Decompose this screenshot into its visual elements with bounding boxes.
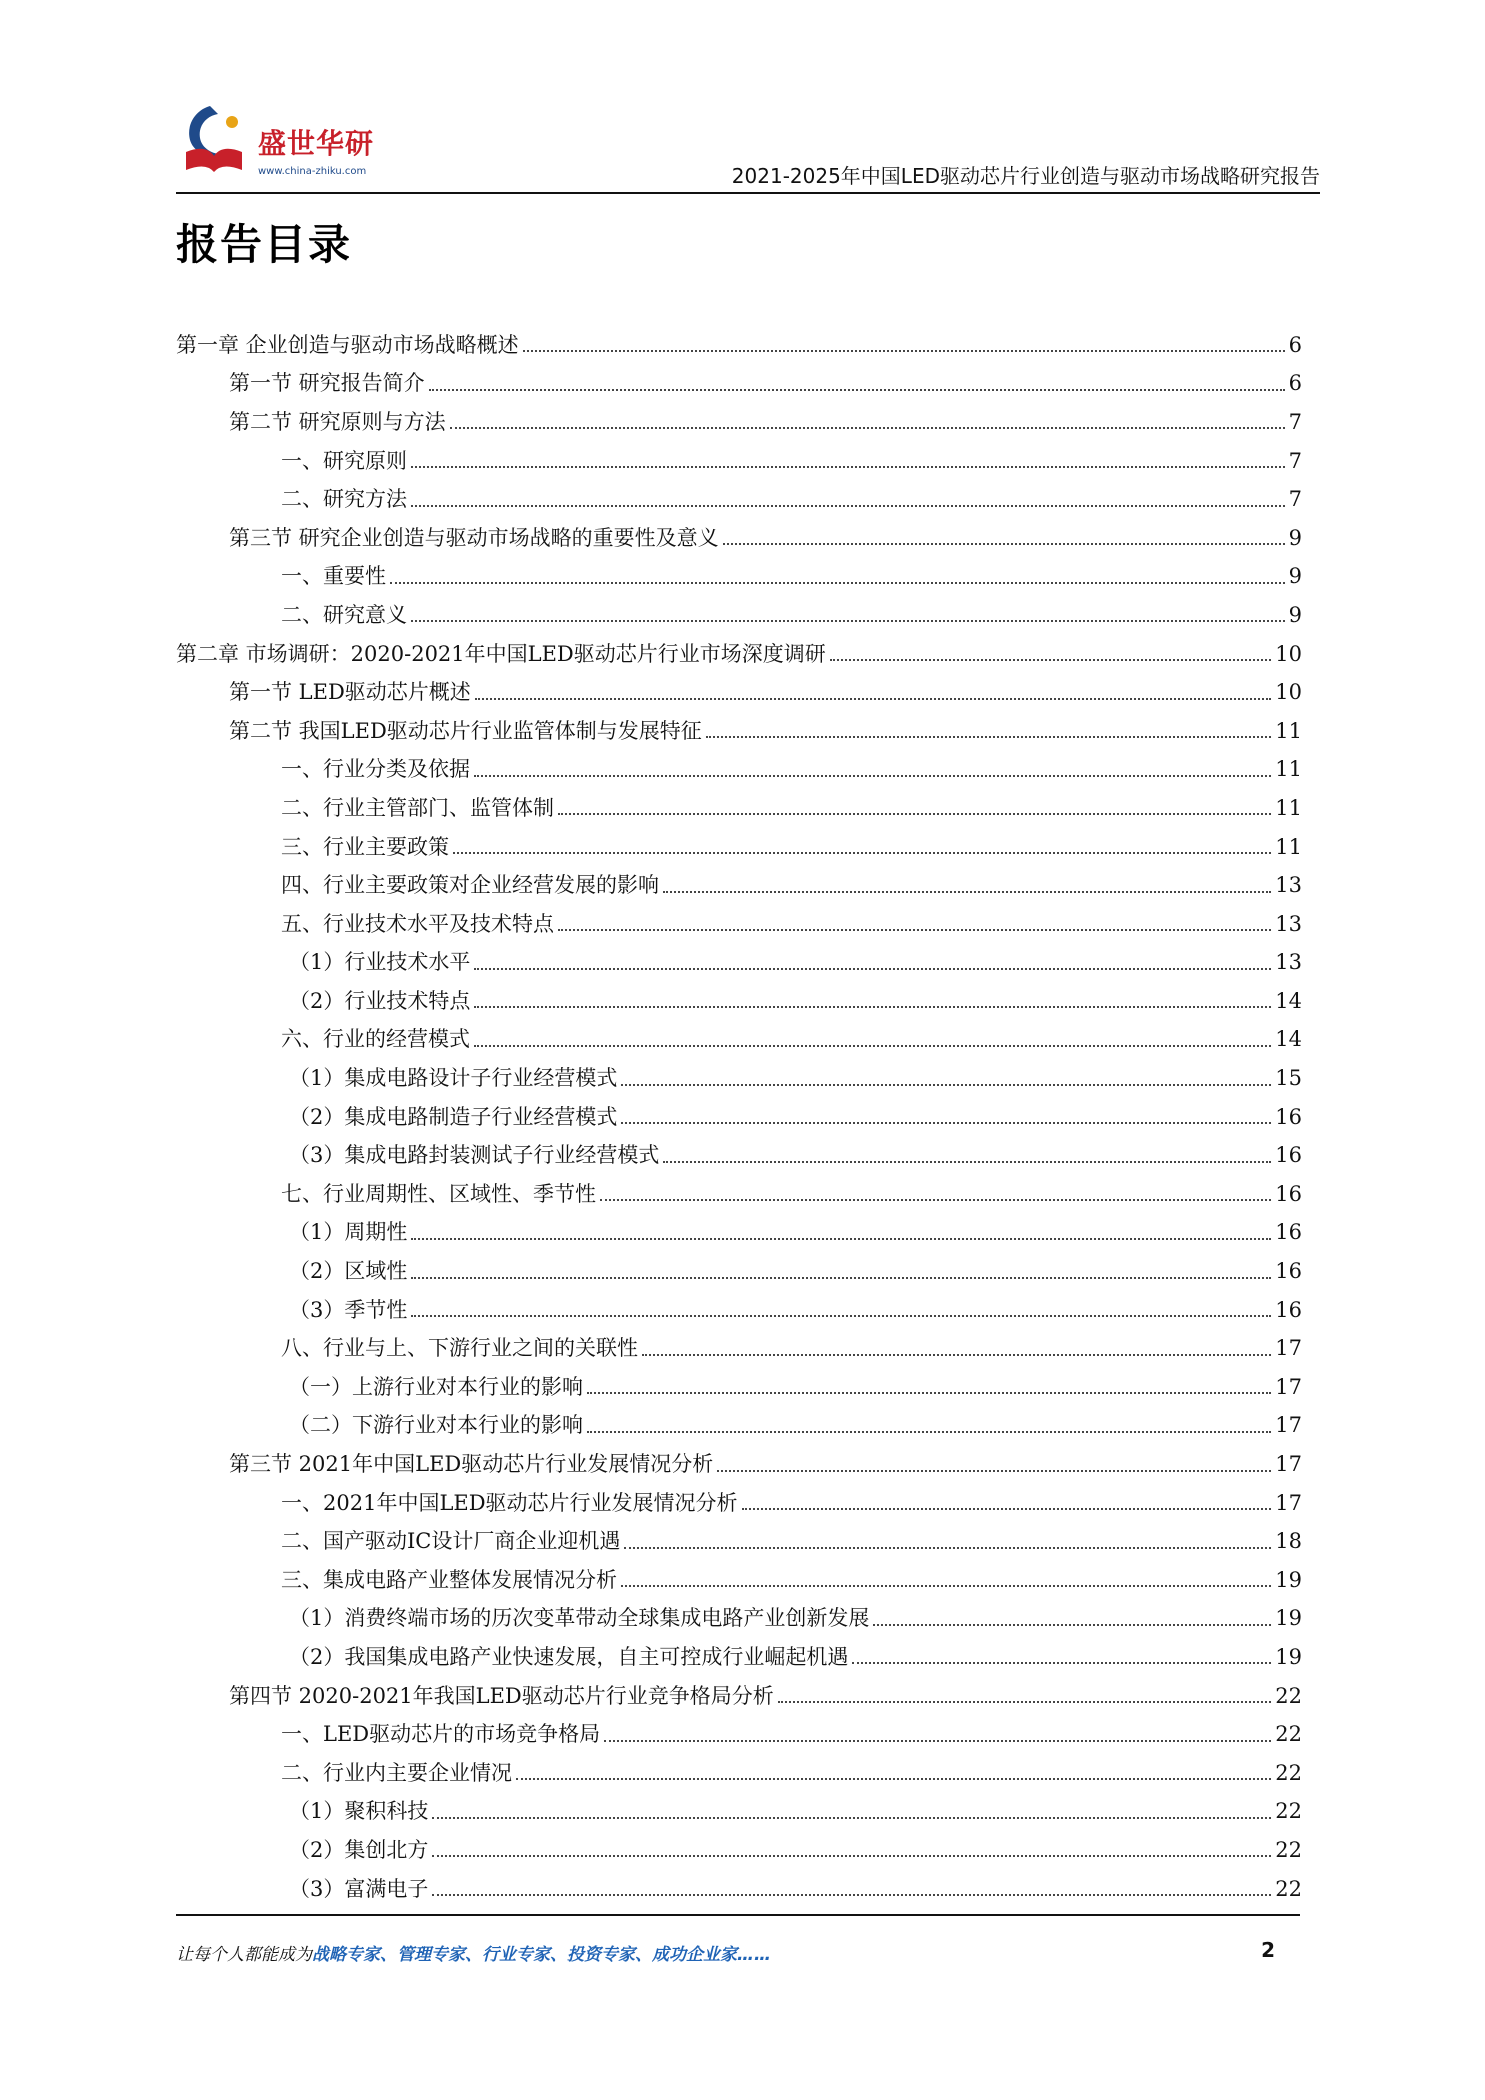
toc-entry-label: 第二章 市场调研：2020-2021年中国LED驱动芯片行业市场深度调研: [176, 641, 826, 666]
toc-entry-label: 第四节 2020-2021年我国LED驱动芯片行业竞争格局分析: [229, 1683, 774, 1708]
toc-entry-page: 14: [1275, 988, 1302, 1013]
toc-entry[interactable]: [176, 1059, 1302, 1098]
header-divider: [176, 192, 1320, 194]
toc-entry[interactable]: [176, 1291, 1302, 1330]
toc-entry-label: （1）周期性: [289, 1220, 408, 1245]
toc-entry-label: 二、研究意义: [281, 602, 407, 627]
toc-entry-page: 16: [1275, 1143, 1302, 1168]
toc-entry-page: 16: [1275, 1104, 1302, 1129]
toc-entry[interactable]: [176, 1136, 1302, 1175]
toc-entry-label: 第二节 研究原则与方法: [229, 409, 446, 434]
toc-entry-page: 10: [1275, 641, 1302, 666]
toc-leader-dots: [742, 1508, 1272, 1510]
toc-leader-dots: [474, 775, 1271, 777]
toc-leader-dots: [604, 1740, 1271, 1742]
toc-entry[interactable]: [176, 1175, 1302, 1214]
toc-entry[interactable]: [176, 1329, 1302, 1368]
toc-leader-dots: [474, 968, 1271, 970]
toc-leader-dots: [873, 1624, 1271, 1626]
toc-entry-label: 第一节 研究报告简介: [229, 371, 425, 396]
toc-entry[interactable]: [176, 635, 1302, 674]
toc-leader-dots: [558, 813, 1271, 815]
toc-leader-dots: [587, 1392, 1271, 1394]
toc-entry-page: 22: [1275, 1722, 1302, 1747]
toc-entry-label: 七、行业周期性、区域性、季节性: [281, 1181, 596, 1206]
toc-entry[interactable]: [176, 944, 1302, 983]
toc-entry-label: （2）我国集成电路产业快速发展，自主可控成行业崛起机遇: [289, 1644, 849, 1669]
toc-entry-page: 13: [1275, 911, 1302, 936]
toc-entry-label: （1）聚积科技: [289, 1799, 429, 1824]
toc-leader-dots: [411, 1277, 1271, 1279]
toc-entry[interactable]: [176, 1754, 1302, 1793]
toc-leader-dots: [450, 427, 1285, 429]
toc-entry[interactable]: [176, 558, 1302, 597]
toc-entry-label: 二、研究方法: [281, 487, 407, 512]
toc-entry-label: 一、研究原则: [281, 448, 407, 473]
toc-leader-dots: [852, 1662, 1271, 1664]
toc-leader-dots: [523, 350, 1285, 352]
footer-slogan: [176, 1940, 1266, 1965]
toc-leader-dots: [723, 543, 1285, 545]
report-title: 2021-2025年中国LED驱动芯片行业创造与驱动市场战略研究报告: [731, 164, 1320, 188]
toc-entry-page: 7: [1288, 487, 1302, 512]
toc-entry-page: 19: [1275, 1606, 1302, 1631]
toc-entry[interactable]: [176, 1522, 1302, 1561]
toc-leader-dots: [621, 1084, 1271, 1086]
toc-entry[interactable]: [176, 1677, 1302, 1716]
toc-leader-dots: [778, 1701, 1271, 1703]
toc-entry-page: 18: [1275, 1529, 1302, 1554]
toc-leader-dots: [587, 1431, 1271, 1433]
toc-entry-page: 17: [1275, 1413, 1302, 1438]
footer-highlight: 战略专家、管理专家、行业专家、投资专家、成功企业家……: [312, 1945, 771, 1965]
toc-entry-page: 13: [1275, 950, 1302, 975]
toc-entry-label: 二、行业内主要企业情况: [281, 1760, 512, 1785]
toc-entry[interactable]: [176, 1214, 1302, 1253]
toc-entry-label: （2）行业技术特点: [289, 988, 471, 1013]
toc-entry[interactable]: [176, 1600, 1302, 1639]
toc-entry-label: 五、行业技术水平及技术特点: [281, 911, 554, 936]
page-number: 2: [1261, 1938, 1275, 1962]
toc-entry[interactable]: [176, 403, 1302, 442]
toc-leader-dots: [600, 1199, 1271, 1201]
toc-leader-dots: [432, 1817, 1271, 1819]
toc-entry[interactable]: [176, 1445, 1302, 1484]
toc-entry-page: 16: [1275, 1181, 1302, 1206]
page-title: 报告目录: [176, 220, 353, 269]
toc-entry-label: 第一章 企业创造与驱动市场战略概述: [176, 332, 519, 357]
toc-entry-page: 7: [1288, 448, 1302, 473]
toc-entry-label: 一、行业分类及依据: [281, 757, 470, 782]
toc-entry[interactable]: [176, 596, 1302, 635]
toc-leader-dots: [830, 659, 1271, 661]
toc-entry[interactable]: [176, 442, 1302, 481]
toc-entry-label: 第三节 2021年中国LED驱动芯片行业发展情况分析: [229, 1452, 714, 1477]
page-header: [176, 100, 1320, 192]
toc-entry[interactable]: [176, 1793, 1302, 1832]
toc-leader-dots: [429, 389, 1285, 391]
toc-entry-label: （1）消费终端市场的历次变革带动全球集成电路产业创新发展: [289, 1606, 870, 1631]
toc-entry[interactable]: [176, 326, 1302, 365]
toc-leader-dots: [432, 1894, 1271, 1896]
toc-leader-dots: [706, 736, 1271, 738]
toc-leader-dots: [453, 852, 1271, 854]
toc-entry-label: （二）下游行业对本行业的影响: [289, 1413, 583, 1438]
toc-entry-label: （3）富满电子: [289, 1876, 429, 1901]
toc-entry[interactable]: [176, 1252, 1302, 1291]
logo-name: 盛世华研: [258, 127, 375, 160]
toc-entry-label: （2）区域性: [289, 1259, 408, 1284]
logo-icon: [176, 100, 254, 180]
toc-entry-label: 三、行业主要政策: [281, 834, 449, 859]
toc-leader-dots: [663, 1161, 1271, 1163]
toc-leader-dots: [411, 1238, 1271, 1240]
toc-leader-dots: [663, 891, 1271, 893]
toc-entry-page: 14: [1275, 1027, 1302, 1052]
toc-entry[interactable]: [176, 673, 1302, 712]
toc-entry-page: 11: [1275, 834, 1302, 859]
toc-entry[interactable]: [176, 712, 1302, 751]
logo-url: www.china-zhiku.com: [258, 166, 367, 177]
toc-entry-page: 9: [1288, 525, 1302, 550]
toc-leader-dots: [474, 1045, 1271, 1047]
toc-entry-label: 四、行业主要政策对企业经营发展的影响: [281, 873, 659, 898]
toc-entry-page: 19: [1275, 1567, 1302, 1592]
toc-entry[interactable]: [176, 828, 1302, 867]
table-of-contents: [176, 326, 1302, 1908]
toc-entry[interactable]: [176, 1715, 1302, 1754]
toc-entry[interactable]: [176, 866, 1302, 905]
toc-entry[interactable]: [176, 365, 1302, 404]
toc-entry-label: 第三节 研究企业创造与驱动市场战略的重要性及意义: [229, 525, 719, 550]
toc-leader-dots: [516, 1778, 1271, 1780]
toc-entry[interactable]: [176, 1021, 1302, 1060]
toc-leader-dots: [411, 505, 1285, 507]
toc-entry-page: 22: [1275, 1876, 1302, 1901]
toc-entry[interactable]: [176, 1561, 1302, 1600]
toc-entry-label: 一、2021年中国LED驱动芯片行业发展情况分析: [281, 1490, 738, 1515]
toc-leader-dots: [475, 698, 1271, 700]
toc-leader-dots: [642, 1354, 1271, 1356]
toc-entry-label: 一、重要性: [281, 564, 386, 589]
toc-entry-label: （3）季节性: [289, 1297, 408, 1322]
toc-entry[interactable]: [176, 751, 1302, 790]
toc-entry-page: 22: [1275, 1760, 1302, 1785]
toc-entry-label: （1）行业技术水平: [289, 950, 471, 975]
toc-entry-page: 15: [1275, 1066, 1302, 1091]
toc-entry-page: 17: [1275, 1452, 1302, 1477]
toc-leader-dots: [717, 1470, 1271, 1472]
toc-entry-page: 9: [1288, 564, 1302, 589]
toc-entry-page: 22: [1275, 1799, 1302, 1824]
toc-entry[interactable]: [176, 1098, 1302, 1137]
toc-entry[interactable]: [176, 1484, 1302, 1523]
toc-leader-dots: [621, 1585, 1271, 1587]
toc-entry[interactable]: [176, 1407, 1302, 1446]
toc-entry-page: 16: [1275, 1220, 1302, 1245]
toc-leader-dots: [411, 620, 1285, 622]
toc-entry[interactable]: [176, 982, 1302, 1021]
toc-entry[interactable]: [176, 905, 1302, 944]
toc-entry[interactable]: [176, 1870, 1302, 1909]
toc-entry[interactable]: [176, 1368, 1302, 1407]
toc-entry-page: 22: [1275, 1837, 1302, 1862]
toc-entry-label: 第一节 LED驱动芯片概述: [229, 680, 471, 705]
toc-entry-page: 6: [1288, 332, 1302, 357]
toc-leader-dots: [411, 1315, 1271, 1317]
toc-entry-page: 16: [1275, 1259, 1302, 1284]
toc-entry-page: 17: [1275, 1374, 1302, 1399]
toc-entry[interactable]: [176, 519, 1302, 558]
toc-entry-page: 11: [1275, 757, 1302, 782]
toc-entry-label: 八、行业与上、下游行业之间的关联性: [281, 1336, 638, 1361]
toc-entry-label: （3）集成电路封装测试子行业经营模式: [289, 1143, 660, 1168]
toc-entry-page: 11: [1275, 718, 1302, 743]
toc-entry-page: 16: [1275, 1297, 1302, 1322]
toc-entry-page: 19: [1275, 1644, 1302, 1669]
toc-leader-dots: [621, 1122, 1271, 1124]
toc-entry-page: 10: [1275, 680, 1302, 705]
toc-entry-page: 22: [1275, 1683, 1302, 1708]
toc-entry[interactable]: [176, 1831, 1302, 1870]
toc-entry-page: 13: [1275, 873, 1302, 898]
toc-entry-label: （1）集成电路设计子行业经营模式: [289, 1066, 618, 1091]
toc-entry-label: 一、LED驱动芯片的市场竞争格局: [281, 1722, 601, 1747]
toc-entry-label: 三、集成电路产业整体发展情况分析: [281, 1567, 617, 1592]
toc-entry-page: 6: [1288, 371, 1302, 396]
toc-leader-dots: [624, 1547, 1271, 1549]
toc-entry-label: 二、行业主管部门、监管体制: [281, 795, 554, 820]
toc-entry-label: 第二节 我国LED驱动芯片行业监管体制与发展特征: [229, 718, 702, 743]
toc-leader-dots: [474, 1006, 1271, 1008]
toc-entry-page: 7: [1288, 409, 1302, 434]
toc-entry-label: 二、国产驱动IC设计厂商企业迎机遇: [281, 1529, 621, 1554]
footer-divider: [176, 1914, 1300, 1916]
toc-entry[interactable]: [176, 1638, 1302, 1677]
toc-entry-label: （一）上游行业对本行业的影响: [289, 1374, 583, 1399]
footer-prefix: 让每个人都能成为: [176, 1945, 312, 1965]
toc-leader-dots: [432, 1855, 1271, 1857]
toc-entry[interactable]: [176, 789, 1302, 828]
toc-entry-page: 17: [1275, 1336, 1302, 1361]
toc-entry-page: 17: [1275, 1490, 1302, 1515]
toc-leader-dots: [558, 929, 1271, 931]
toc-entry[interactable]: [176, 480, 1302, 519]
toc-entry-page: 9: [1288, 602, 1302, 627]
toc-entry-label: 六、行业的经营模式: [281, 1027, 470, 1052]
toc-leader-dots: [411, 466, 1285, 468]
toc-entry-page: 11: [1275, 795, 1302, 820]
toc-entry-label: （2）集创北方: [289, 1837, 429, 1862]
toc-entry-label: （2）集成电路制造子行业经营模式: [289, 1104, 618, 1129]
toc-leader-dots: [390, 582, 1285, 584]
